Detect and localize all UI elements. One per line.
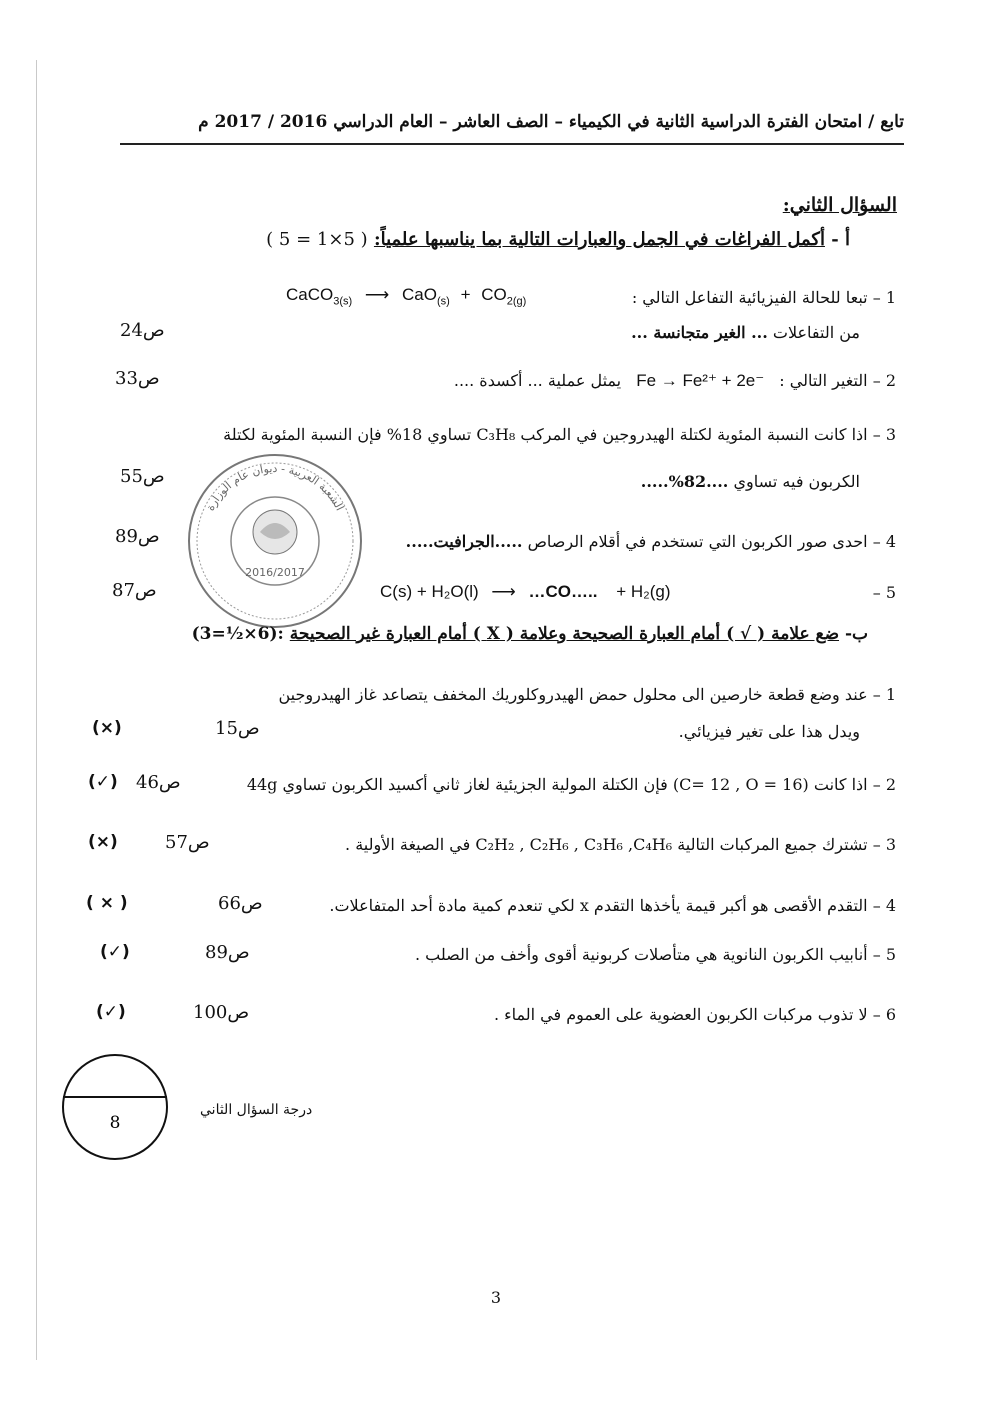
a4-line: 4 – احدى صور الكربون التي تستخدم في أقلام الرصاص .....الجرافيت..... — [405, 532, 896, 551]
b6-line: 6 – لا تذوب مركبات الكربون العضوية على العموم في الماء . — [493, 1005, 896, 1024]
header-rule — [120, 143, 904, 145]
section-a-title: أكمل الفراغات في الجمل والعبارات التالية بما يناسبها علمياً: — [373, 229, 825, 250]
scan-edge-line — [36, 60, 37, 1360]
stamp-text: الشعبة العربية - ديوان عام الوزارة — [203, 461, 347, 513]
a2-line: 2 – التغير التالي : Fe → Fe²⁺ + 2e⁻ يمثل عملية ... أكسدة .... — [453, 371, 896, 390]
b2-mark: (✓) — [88, 772, 118, 792]
page-header: تابع / امتحان الفترة الدراسية الثانية في الكيمياء – الصف العاشر – العام الدراسي 2016 / 2017 م — [198, 112, 904, 132]
b2-page-ref: ص46 — [136, 772, 181, 793]
question-title: السؤال الثاني: — [782, 194, 897, 216]
a1-line1: 1 – تبعا للحالة الفيزيائية التفاعل التالي : — [631, 288, 896, 307]
a1-page-ref: ص24 — [120, 320, 165, 341]
a3-line2: الكربون فيه تساوي ....82%..... — [640, 472, 860, 491]
section-b-label: ب- — [844, 624, 868, 644]
b3-page-ref: ص57 — [165, 832, 210, 853]
a5-num: 5 – — [872, 583, 896, 602]
b5-line: 5 – أنابيب الكربون النانوية هي متأصلات كربونية أقوى وأخف من الصلب . — [414, 945, 896, 964]
a4-page-ref: ص89 — [115, 526, 160, 547]
a3-page-ref: ص55 — [120, 466, 165, 487]
a5-answer: …CO….. — [528, 582, 598, 601]
b6-mark: (✓) — [96, 1002, 126, 1022]
b6-page-ref: ص100 — [193, 1002, 250, 1023]
section-a-label: أ - — [831, 229, 850, 250]
b3-mark: (×) — [88, 832, 118, 852]
b1-page-ref: ص15 — [215, 718, 260, 739]
b4-mark: ( × ) — [86, 893, 128, 913]
score-value: 8 — [109, 1113, 121, 1133]
b1-mark: (×) — [92, 718, 122, 738]
b3-line: 3 – تشترك جميع المركبات التالية C₂H₂ , C₂H₆ , C₃H₆ ,C₄H₆ في الصيغة الأولية . — [345, 835, 896, 854]
official-stamp — [186, 452, 364, 630]
a3-line1: 3 – اذا كانت النسبة المئوية لكتلة الهيدروجين في المركب C₃H₈ تساوي 18% فإن النسبة المئوية لكتلة — [223, 425, 896, 444]
section-b-heading — [192, 624, 868, 644]
section-a-score: ( 5×1 = 5 ) — [266, 229, 368, 250]
page-number: 3 — [490, 1288, 502, 1307]
b1-line2: ويدل هذا على تغير فيزيائي. — [678, 722, 860, 741]
a1-equation: CaCO$_{3(s)}$ ⟶ $CaO_{(s)} + CO_{2(g)}$ — [286, 285, 527, 308]
b5-mark: (✓) — [100, 942, 130, 962]
b4-line: 4 – التقدم الأقصى هو أكبر قيمة يأخذها التقدم x لكي تنعدم كمية مادة أحد المتفاعلات. — [329, 896, 896, 915]
section-b-title: ضع علامة ( √ ) أمام العبارة الصحيحة وعلامة ( X ) أمام العبارة غير الصحيحة — [289, 624, 840, 644]
a5-equation: C(s) + H₂O(l) ⟶ …CO….. + H₂(g) — [380, 582, 671, 601]
b1-line1: 1 – عند وضع قطعة خارصين الى محلول حمض الهيدروكلوريك المخفف يتصاعد غاز الهيدروجين — [278, 685, 896, 704]
b4-page-ref: ص66 — [218, 893, 263, 914]
b5-page-ref: ص89 — [205, 942, 250, 963]
a3-answer: ....82%..... — [640, 472, 729, 491]
a4-answer: .....الجرافيت..... — [405, 532, 523, 551]
section-b-score: :(6×½=3) — [191, 624, 284, 644]
a5-page-ref: ص87 — [112, 580, 157, 601]
a1-answer: ... الغير متجانسة ... — [631, 323, 768, 342]
score-circle — [60, 1052, 170, 1162]
b2-line: 2 – اذا كانت (C= 12 , O = 16) فإن الكتلة المولية الجزيئية لغاز ثاني أكسيد الكربون تساوي 44g — [246, 775, 896, 794]
a2-page-ref: ص33 — [115, 368, 160, 389]
stamp-year: 2016/2017 — [245, 566, 305, 579]
section-a-heading — [266, 229, 850, 250]
a1-line2: من التفاعلات ... الغير متجانسة ... — [631, 323, 860, 342]
score-label: درجة السؤال الثاني — [200, 1102, 313, 1118]
a2-answer: ... أكسدة .... — [453, 371, 543, 390]
svg-text:الشعبة العربية - ديوان عام الو — [204, 462, 347, 513]
